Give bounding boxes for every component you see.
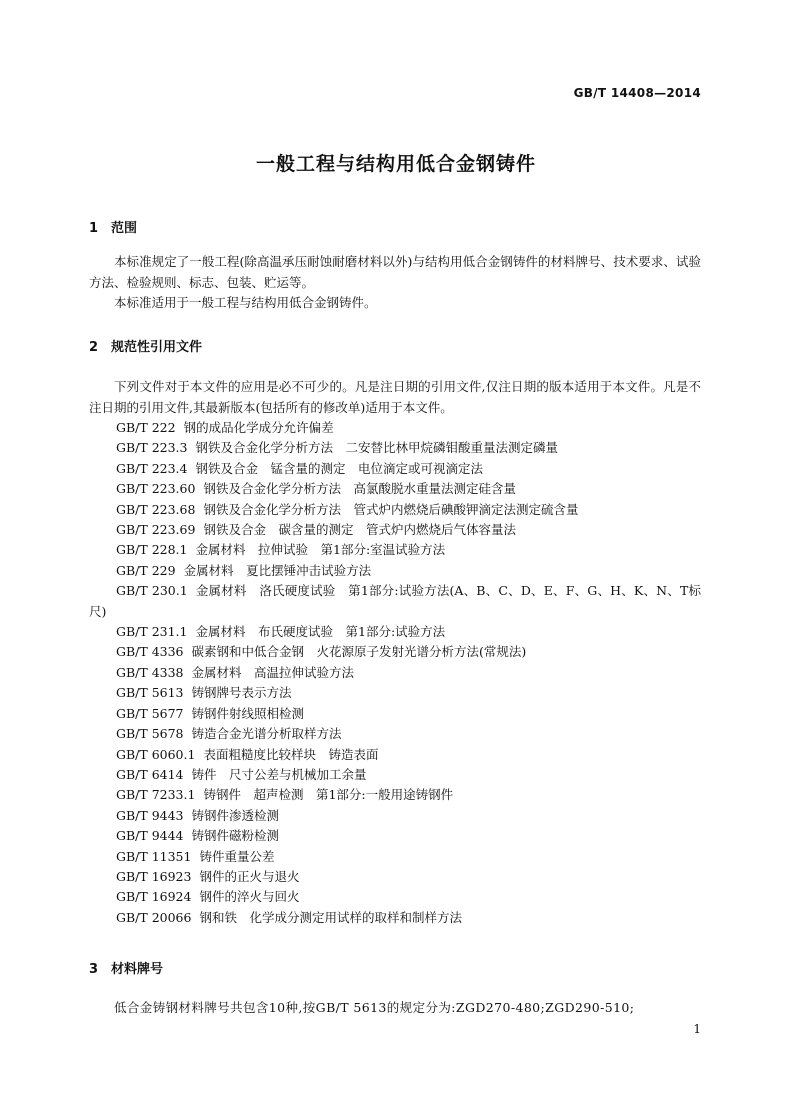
reference-code: GB/T 223.3 xyxy=(116,440,188,456)
reference-code: GB/T 16923 xyxy=(116,868,192,884)
reference-item xyxy=(89,887,701,907)
reference-item xyxy=(89,765,701,785)
reference-code: GB/T 9444 xyxy=(116,828,184,844)
reference-code: GB/T 7233.1 xyxy=(116,787,196,803)
normative-references-intro: 下列文件对于本文件的应用是必不可少的。凡是注日期的引用文件,仅注日期的版本适用于本文件。凡是不注日期的引用文件,其最新版本(包括所有的修改单)适用于本文件。 xyxy=(89,379,701,415)
reference-title: 表面粗糙度比较样块 铸造表面 xyxy=(203,746,379,762)
reference-item xyxy=(89,683,701,703)
reference-item xyxy=(89,663,701,683)
section-2-heading xyxy=(89,336,202,355)
reference-title: 钢件的淬火与回火 xyxy=(199,889,300,905)
reference-title: 钢铁及合金 碳含量的测定 管式炉内燃烧后气体容量法 xyxy=(203,522,516,538)
reference-code: GB/T 6414 xyxy=(116,766,184,782)
standard-code: GB/T 14408—2014 xyxy=(573,86,701,100)
reference-item xyxy=(89,581,701,622)
reference-title: 钢铁及合金 锰含量的测定 电位滴定或可视滴定法 xyxy=(195,460,483,476)
section-3-heading xyxy=(89,958,163,977)
page-number: 1 xyxy=(693,1022,701,1036)
reference-code: GB/T 6060.1 xyxy=(116,746,196,762)
section-number: 1 xyxy=(89,221,99,236)
section-1-heading xyxy=(89,217,137,236)
reference-title: 钢的成品化学成分允许偏差 xyxy=(183,420,334,435)
reference-title: 铸钢件射线照相检测 xyxy=(191,705,305,721)
reference-item xyxy=(89,561,701,581)
reference-title: 金属材料 洛氏硬度试验 第1部分:试验方法(A、B、C、D、E、F、G、H、K、N、T标尺) xyxy=(89,583,701,619)
reference-code: GB/T 9443 xyxy=(116,807,184,823)
reference-item xyxy=(89,438,701,458)
section-title: 材料牌号 xyxy=(111,962,164,977)
reference-item xyxy=(89,520,701,540)
reference-code: GB/T 223.68 xyxy=(116,501,196,517)
section-number: 2 xyxy=(89,340,99,355)
reference-code: GB/T 20066 xyxy=(116,909,192,925)
reference-title: 金属材料 布氏硬度试验 第1部分:试验方法 xyxy=(195,624,446,640)
reference-item xyxy=(89,724,701,744)
reference-title: 钢件的正火与退火 xyxy=(199,868,300,884)
reference-item xyxy=(89,500,701,520)
reference-title: 铸钢牌号表示方法 xyxy=(191,685,292,701)
reference-title: 钢和铁 化学成分测定用试样的取样和制样方法 xyxy=(199,909,462,925)
reference-item xyxy=(89,540,701,560)
reference-item xyxy=(89,622,701,642)
reference-title: 钢铁及合金化学分析方法 二安替比林甲烷磷钼酸重量法测定磷量 xyxy=(195,440,558,456)
section-title: 范围 xyxy=(111,221,138,236)
reference-item xyxy=(89,867,701,887)
reference-code: GB/T 5678 xyxy=(116,726,184,742)
reference-item xyxy=(89,908,701,928)
reference-code: GB/T 223.60 xyxy=(116,481,196,497)
reference-title: 碳素钢和中低合金钢 火花源原子发射光谱分析方法(常规法) xyxy=(191,644,527,660)
reference-code: GB/T 5613 xyxy=(116,685,184,701)
reference-code: GB/T 231.1 xyxy=(116,624,188,640)
reference-item xyxy=(89,704,701,724)
reference-item xyxy=(89,642,701,662)
reference-code: GB/T 223.69 xyxy=(116,522,196,538)
reference-code: GB/T 4338 xyxy=(116,664,184,680)
reference-code: GB/T 230.1 xyxy=(116,583,188,599)
reference-title: 钢铁及合金化学分析方法 管式炉内燃烧后碘酸钾滴定法测定硫含量 xyxy=(203,501,579,517)
reference-title: 金属材料 拉伸试验 第1部分:室温试验方法 xyxy=(195,542,446,558)
reference-code: GB/T 4336 xyxy=(116,644,184,660)
scope-paragraph-2: 本标准适用于一般工程与结构用低合金钢铸件。 xyxy=(114,295,377,310)
reference-title: 金属材料 高温拉伸试验方法 xyxy=(191,664,355,680)
reference-title: 金属材料 夏比摆锤冲击试验方法 xyxy=(183,562,372,578)
reference-code: GB/T 16924 xyxy=(116,889,192,905)
document-title: 一般工程与结构用低合金钢铸件 xyxy=(255,153,536,175)
reference-list xyxy=(89,418,701,928)
section-number: 3 xyxy=(89,962,99,977)
reference-item xyxy=(89,459,701,479)
reference-item xyxy=(89,826,701,846)
reference-item xyxy=(89,847,701,867)
reference-item xyxy=(89,785,701,805)
reference-title: 铸造合金光谱分析取样方法 xyxy=(191,726,342,742)
reference-code: GB/T 5677 xyxy=(116,705,184,721)
reference-title: 铸钢件磁粉检测 xyxy=(191,828,280,844)
reference-code: GB/T 223.4 xyxy=(116,460,188,476)
reference-title: 铸件 尺寸公差与机械加工余量 xyxy=(191,766,367,782)
reference-item xyxy=(89,806,701,826)
reference-code: GB/T 11351 xyxy=(116,848,192,864)
reference-title: 铸件重量公差 xyxy=(199,848,275,864)
reference-item xyxy=(89,418,701,438)
reference-title: 钢铁及合金化学分析方法 高氯酸脱水重量法测定硅含量 xyxy=(203,481,516,497)
reference-code: GB/T 222 xyxy=(116,420,176,435)
reference-title: 铸钢件渗透检测 xyxy=(191,807,280,823)
reference-item xyxy=(89,479,701,499)
scope-paragraph-1: 本标准规定了一般工程(除高温承压耐蚀耐磨材料以外)与结构用低合金钢铸件的材料牌号、技术要求、试验方法、检验规则、标志、包装、贮运等。 xyxy=(89,254,701,290)
material-grade-paragraph: 低合金铸钢材料牌号共包含10种,按GB/T 5613的规定分为:ZGD270-480;ZGD290-510; xyxy=(114,1000,635,1015)
reference-item xyxy=(89,745,701,765)
reference-title: 铸钢件 超声检测 第1部分:一般用途铸钢件 xyxy=(203,787,454,803)
section-title: 规范性引用文件 xyxy=(111,340,203,355)
reference-code: GB/T 229 xyxy=(116,562,176,578)
reference-code: GB/T 228.1 xyxy=(116,542,188,558)
